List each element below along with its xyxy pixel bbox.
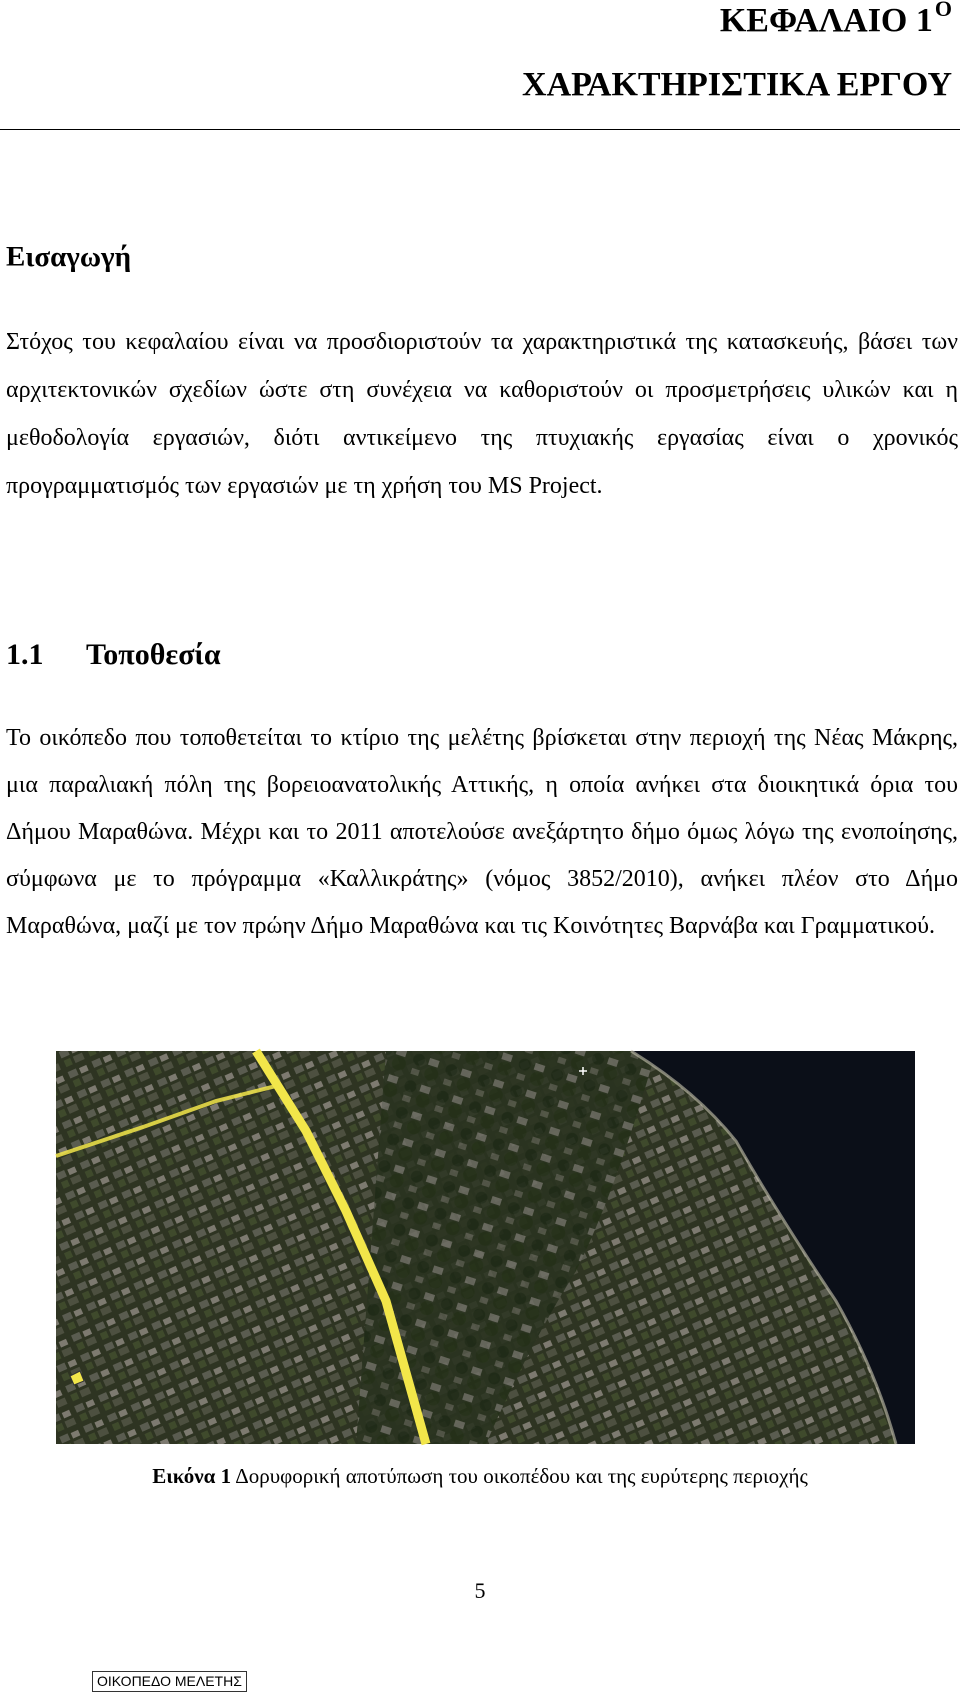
header-divider xyxy=(0,129,960,130)
chapter-title xyxy=(719,0,952,39)
chapter-subtitle: ΧΑΡΑΚΤΗΡΙΣΤΙΚΑ ΕΡΓΟΥ xyxy=(522,66,952,103)
section-1-1-number: 1.1 xyxy=(6,638,44,671)
satellite-map-svg xyxy=(56,1051,915,1444)
section-1-1-heading xyxy=(6,640,221,670)
page-number: 5 xyxy=(474,1578,486,1603)
figure-caption-label: Εικόνα 1 xyxy=(152,1464,232,1488)
location-paragraph: Το οικόπεδο που τοποθετείται το κτίριο της μελέτης βρίσκεται στην περιοχή της Νέας Μάκρης, μια παραλιακή πόλη της βορειοανατολικής Αττικής, η οποία ανήκει στα διοικητικά όρια του Δήμου Μαραθώνα. Μέχρι και το 2011 αποτελούσε ανεξάρτητο δήμο όμως λόγω της ενοποίησης, σύμφωνα με το πρόγραμμα «Καλλικράτης» (νόμος 3852/2010), ανήκει πλέον στο Δήμο Μαραθώνα, μαζί με τον πρώην Δήμο Μαραθώνα και τις Κοινότητες Βαρνάβα και Γραμματικού. xyxy=(6,725,958,939)
intro-heading: Εισαγωγή xyxy=(6,241,132,273)
intro-paragraph: Στόχος του κεφαλαίου είναι να προσδιοριστούν τα χαρακτηριστικά της κατασκευής, βάσει των αρχιτεκτονικών σχεδίων ώστε στη συνέχεια να καθοριστούν οι προσμετρήσεις υλικών και η μεθοδολογία εργασιών, διότι αντικείμενο της πτυχιακής εργασίας είναι ο χρονικός προγραμματισμός των εργασιών με τη χρήση του MS Project. xyxy=(6,329,958,499)
figure-caption xyxy=(0,1466,960,1487)
chapter-title-superscript: Ο xyxy=(934,0,952,21)
section-1-1-title: Τοποθεσία xyxy=(86,638,221,671)
figure-caption-text: Δορυφορική αποτύπωση του οικοπέδου και της ευρύτερης περιοχής xyxy=(235,1464,808,1488)
map-plot-label: ΟΙΚΟΠΕΔΟ ΜΕΛΕΤΗΣ xyxy=(92,1671,247,1692)
chapter-title-text: ΚΕΦΑΛΑΙΟ 1 xyxy=(719,2,933,39)
